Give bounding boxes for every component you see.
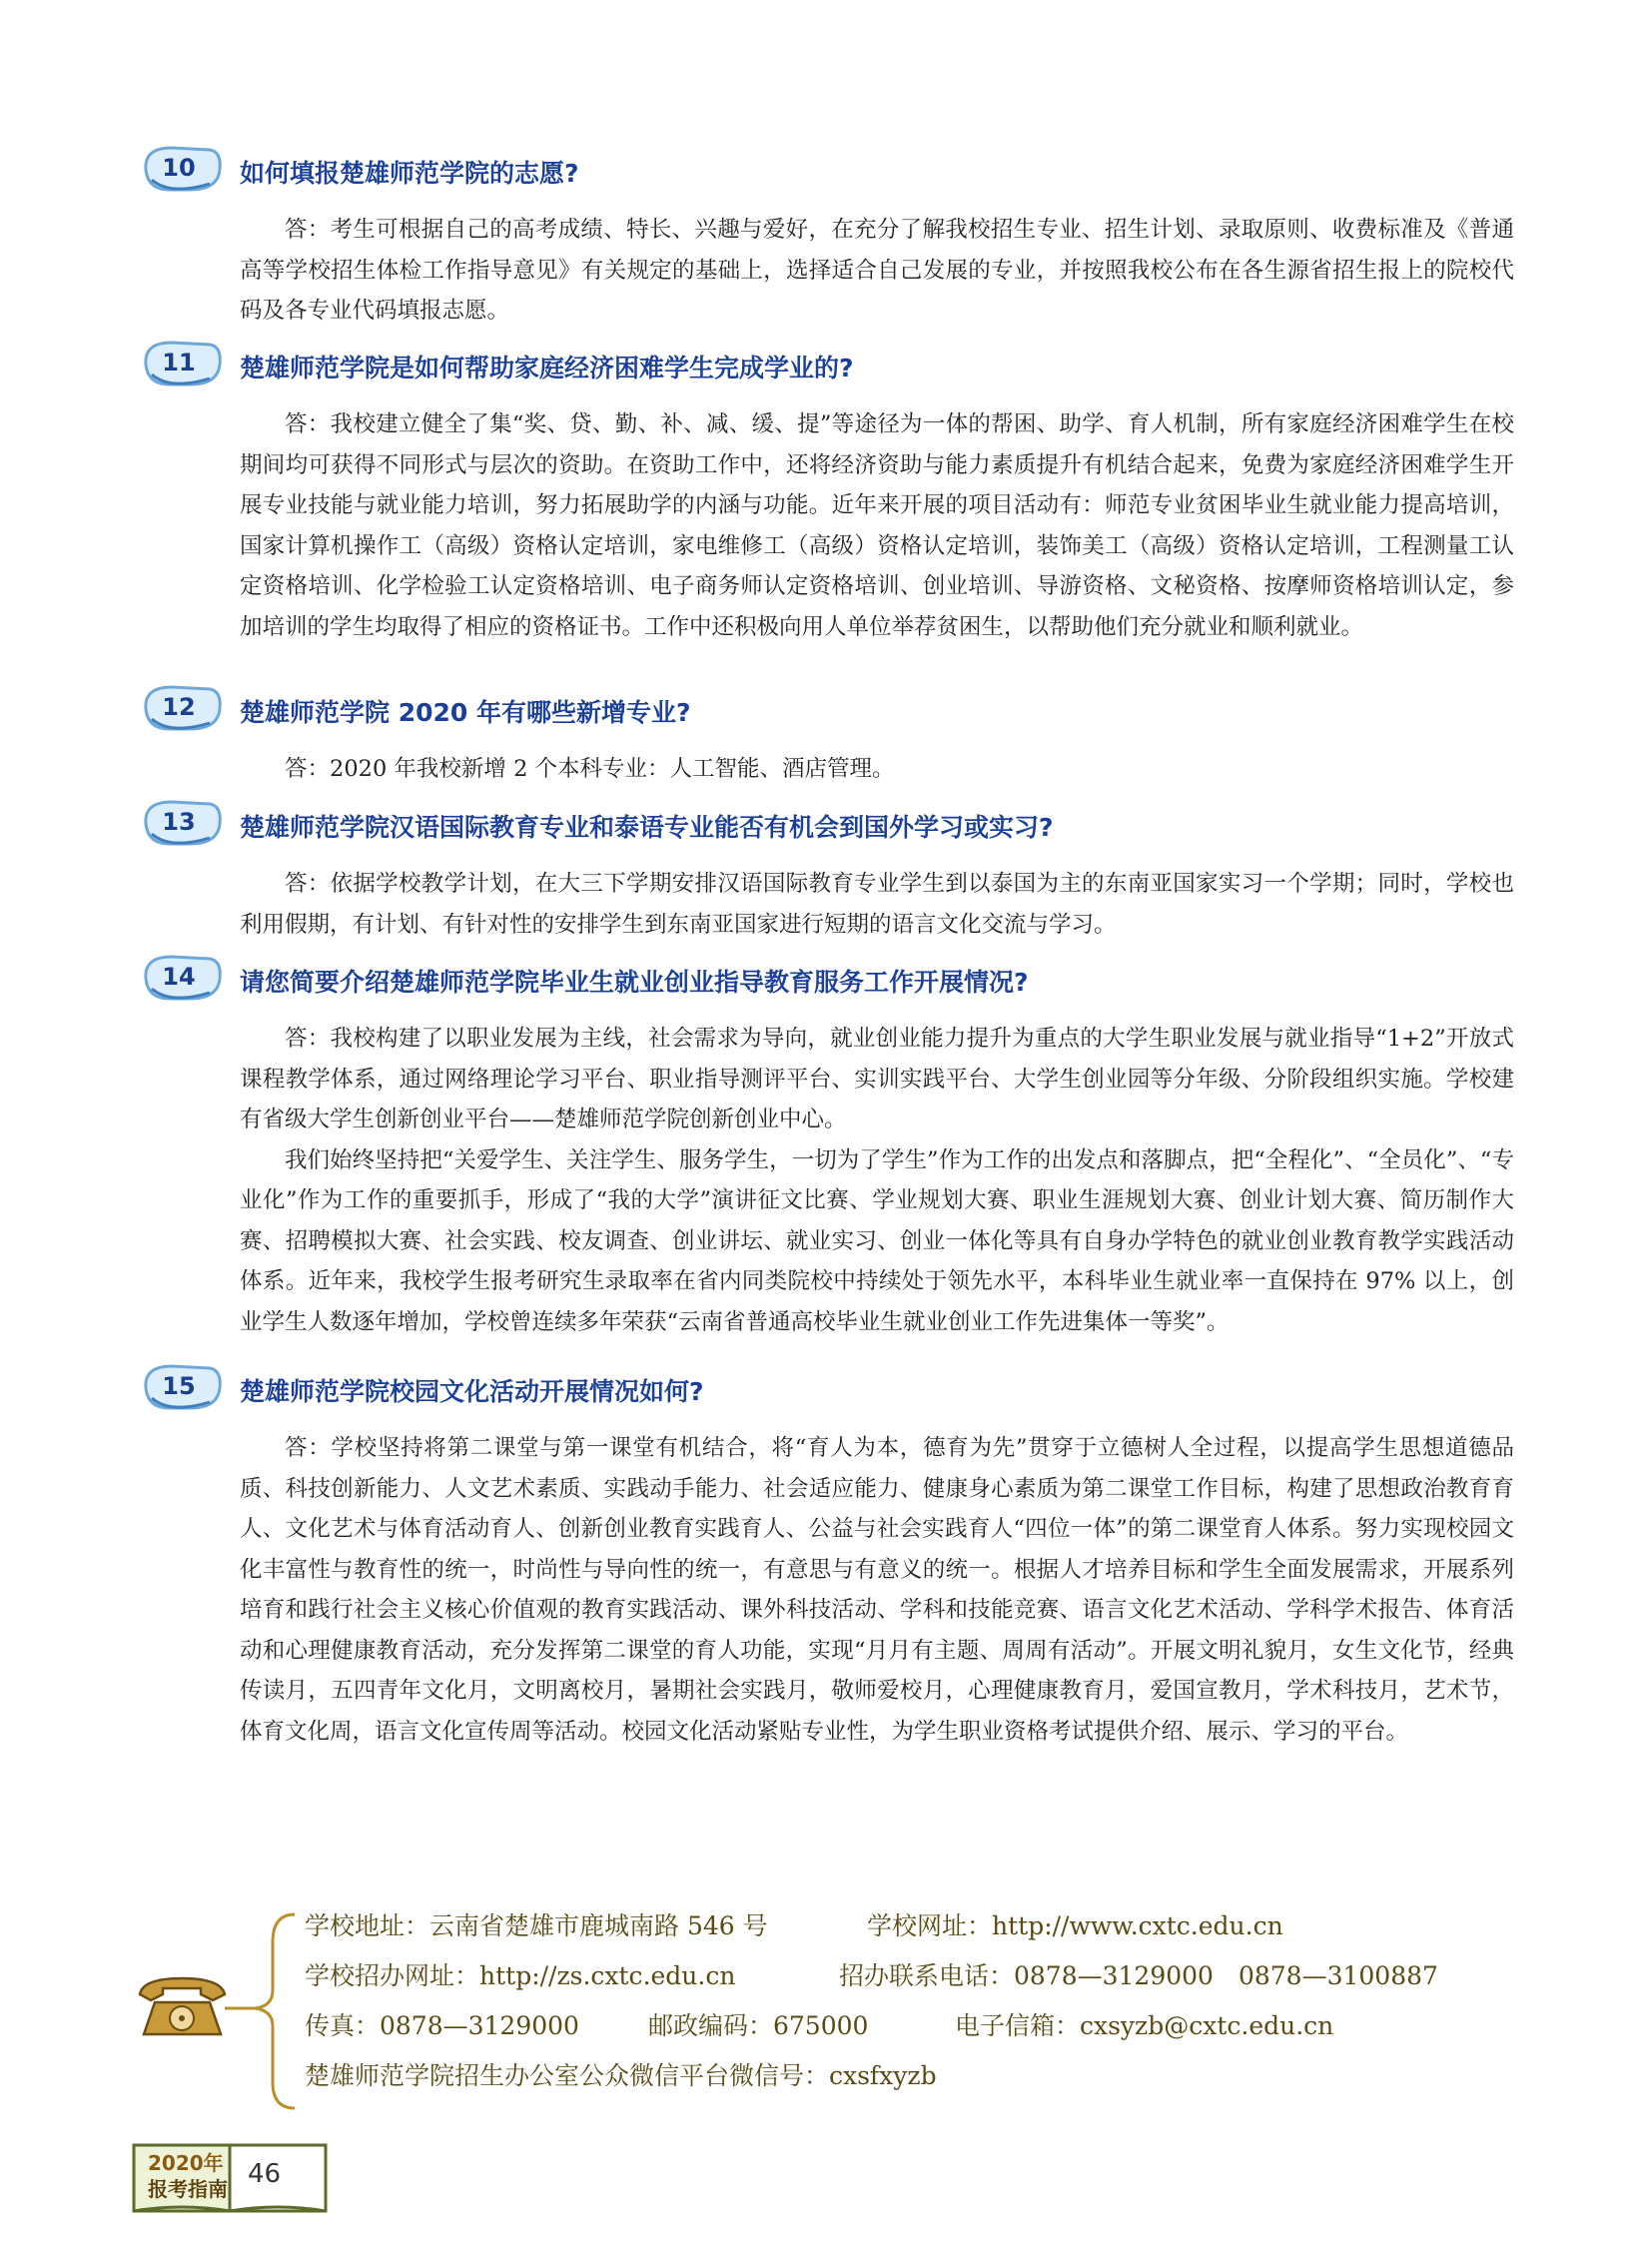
question-title: 楚雄师范学院 2020 年有哪些新增专业? xyxy=(240,698,691,727)
qa-section-11 xyxy=(140,335,1514,647)
qa-section-14 xyxy=(140,949,1514,1342)
telephone-icon xyxy=(135,1972,230,2046)
question-number-badge xyxy=(140,794,224,852)
question-title: 如何填报楚雄师范学院的志愿? xyxy=(240,159,579,188)
question-number: 12 xyxy=(162,693,196,721)
question-number: 10 xyxy=(162,154,196,182)
question-number-badge xyxy=(140,335,224,392)
postal-code: 邮政编码：675000 xyxy=(648,2011,869,2040)
question-title: 楚雄师范学院汉语国际教育专业和泰语专业能否有机会到国外学习或实习? xyxy=(240,813,1054,842)
answer-paragraph: 答：学校坚持将第二课堂与第一课堂有机结合，将“育人为本，德育为先”贯穿于立德树人全过程，以提高学生思想道德品质、科技创新能力、人文艺术素质、实践动手能力、社会适应能力、健康身心素质为第二课堂工作目标，构建了思想政治教育育人、文化艺术与体育活动育人、创新创业教育实践育人、公益与社会实践育人“四位一体”的第二课堂育人体系。努力实现校园文化丰富性与教育性的统一，时尚性与导向性的统一，有意思与有意义的统一。根据人才培养目标和学生全面发展需求，开展系列培育和践行社会主义核心价值观的教育实践活动、课外科技活动、学科和技能竞赛、语言文化艺术活动、学科学术报告、体育活动和心理健康教育活动，充分发挥第二课堂的育人功能，实现“月月有主题、周周有活动”。开展文明礼貌月，女生文化节，经典传读月，五四青年文化月，文明离校月，暑期社会实践月，敬师爱校月，心理健康教育月，爱国宣教月，学术科技月，艺术节，体育文化周，语言文化宣传周等活动。校园文化活动紧贴专业性，为学生职业资格考试提供介绍、展示、学习的平台。 xyxy=(240,1435,1514,1745)
question-number-badge xyxy=(140,1358,224,1416)
answer-paragraph: 答：我校构建了以职业发展为主线，社会需求为导向，就业创业能力提升为重点的大学生职业发展与就业指导“1+2”开放式课程教学体系，通过网络理论学习平台、职业指导测评平台、实训实践平台、大学生创业园等分年级、分阶段组织实施。学校建有省级大学生创新创业平台——楚雄师范学院创新创业中心。 xyxy=(240,1026,1514,1132)
question-header xyxy=(140,794,1508,864)
answer-paragraph: 答：依据学校教学计划，在大三下学期安排汉语国际教育专业学生到以泰国为主的东南亚国家实习一个学期；同时，学校也利用假期，有计划、有针对性的安排学生到东南亚国家进行短期的语言文化交流与学习。 xyxy=(240,871,1514,938)
guide-year: 2020年 xyxy=(148,2151,224,2175)
qa-section-13 xyxy=(140,794,1514,945)
question-header xyxy=(140,140,1508,210)
contact-row xyxy=(305,1956,1438,1992)
question-number: 11 xyxy=(162,349,196,376)
email-address: 电子信箱：cxsyzb@cxtc.edu.cn xyxy=(955,2011,1334,2040)
question-header xyxy=(140,679,1508,749)
footer-page-badge xyxy=(130,2137,340,2221)
fax-number: 传真：0878—3129000 xyxy=(305,2011,579,2040)
contact-info xyxy=(125,1902,1523,2122)
question-title: 楚雄师范学院校园文化活动开展情况如何? xyxy=(240,1377,704,1406)
question-title: 楚雄师范学院是如何帮助家庭经济困难学生完成学业的? xyxy=(240,354,854,382)
question-number-badge xyxy=(140,949,224,1007)
question-number-badge xyxy=(140,679,224,737)
question-header xyxy=(140,1358,1508,1428)
school-website: 学校网址：http://www.cxtc.edu.cn xyxy=(867,1911,1283,1940)
school-address: 学校地址：云南省楚雄市鹿城南路 546 号 xyxy=(305,1911,768,1940)
answer-paragraph: 答：考生可根据自己的高考成绩、特长、兴趣与爱好，在充分了解我校招生专业、招生计划、录取原则、收费标准及《普通高等学校招生体检工作指导意见》有关规定的基础上，选择适合自己发展的专业，并按照我校公布在各生源省招生报上的院校代码及各专业代码填报志愿。 xyxy=(240,217,1514,324)
qa-section-10 xyxy=(140,140,1514,332)
contact-row xyxy=(305,1906,1283,1942)
answer-paragraph: 答：2020 年我校新增 2 个本科专业：人工智能、酒店管理。 xyxy=(285,756,895,782)
wechat-account: 楚雄师范学院招生办公室公众微信平台微信号：cxsfxyzb xyxy=(305,2061,937,2090)
admissions-phone: 招办联系电话：0878—3129000 0878—3100887 xyxy=(839,1961,1438,1990)
question-number-badge xyxy=(140,140,224,198)
question-header xyxy=(140,949,1508,1019)
answer-paragraph: 答：我校建立健全了集“奖、贷、勤、补、减、缓、提”等途径为一体的帮困、助学、育人机制，所有家庭经济困难学生在校期间均可获得不同形式与层次的资助。在资助工作中，还将经济资助与能力素质提升有机结合起来，免费为家庭经济困难学生开展专业技能与就业能力培训，努力拓展助学的内涵与功能。近年来开展的项目活动有：师范专业贫困毕业生就业能力提高培训，国家计算机操作工（高级）资格认定培训，家电维修工（高级）资格认定培训，装饰美工（高级）资格认定培训，工程测量工认定资格培训、化学检验工认定资格培训、电子商务师认定资格培训、创业培训、导游资格、文秘资格、按摩师资格培训认定，参加培训的学生均取得了相应的资格证书。工作中还积极向用人单位举荐贫困生，以帮助他们充分就业和顺利就业。 xyxy=(240,411,1514,640)
admissions-website: 学校招办网址：http://zs.cxtc.edu.cn xyxy=(305,1961,736,1990)
question-title: 请您简要介绍楚雄师范学院毕业生就业创业指导教育服务工作开展情况? xyxy=(240,968,1029,997)
page-number: 46 xyxy=(248,2159,282,2189)
question-number: 14 xyxy=(162,963,196,991)
qa-section-15 xyxy=(140,1358,1514,1752)
contact-row xyxy=(305,2006,1333,2042)
answer-paragraph: 我们始终坚持把“关爱学生、关注学生、服务学生，一切为了学生”作为工作的出发点和落脚点，把“全程化”、“全员化”、“专业化”作为工作的重要抓手，形成了“我的大学”演讲征文比赛、学业规划大赛、职业生涯规划大赛、创业计划大赛、简历制作大赛、招聘模拟大赛、社会实践、校友调查、创业讲坛、就业实习、创业一体化等具有自身办学特色的就业创业教育教学实践活动体系。近年来，我校学生报考研究生录取率在省内同类院校中持续处于领先水平，本科毕业生就业率一直保持在 97% 以上，创业学生人数逐年增加，学校曾连续多年荣获“云南省普通高校毕业生就业创业工作先进集体一等奖”。 xyxy=(240,1146,1514,1335)
qa-section-12 xyxy=(140,679,1508,790)
question-header xyxy=(140,335,1508,404)
question-number: 15 xyxy=(162,1372,196,1400)
guide-title: 报考指南 xyxy=(148,2177,228,2201)
question-number: 13 xyxy=(162,808,196,836)
